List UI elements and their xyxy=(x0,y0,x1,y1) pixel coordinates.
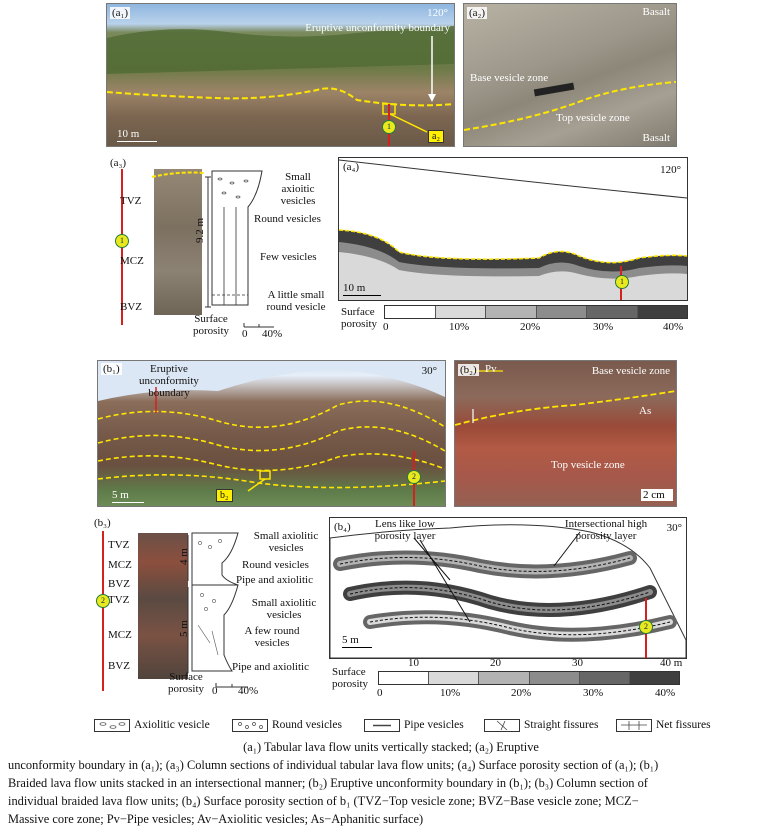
photo-b1 xyxy=(97,360,446,507)
site-badge-a1: 1 xyxy=(382,120,396,134)
aphanitic-label: As xyxy=(639,405,652,417)
porosity-tick-b4-40: 40% xyxy=(655,687,676,699)
note-b3-4: A few round vesicles xyxy=(244,625,300,649)
panel-a3 xyxy=(108,155,333,340)
zone-label-b3-2: BVZ xyxy=(108,578,130,590)
axiolitic-vesicle-icon xyxy=(94,719,130,732)
base-vesicle-label-b2: Base vesicle zone xyxy=(591,365,670,377)
boundary-label-a1: Eruptive unconformity boundary xyxy=(305,22,450,34)
note-b3-0: Small axiolitic vesicles xyxy=(253,530,319,554)
link-label-a2: a₂ xyxy=(428,130,444,143)
note-a3-1: Round vesicles xyxy=(254,213,321,225)
caption-line-3: Braided lava flow units stacked in an intersectional manner; (b₂) Eruptive unconformity boundary in (b₁); (b₃) Column section of xyxy=(8,776,648,790)
zone-label-mcz: MCZ xyxy=(120,255,144,267)
distance-tick-40: 40 m xyxy=(660,657,683,669)
low-porosity-layer-label: Lens like low porosity layer xyxy=(374,518,436,542)
porosity-tick-a4-10: 10% xyxy=(449,321,470,333)
zone-label-tvz: TVZ xyxy=(120,195,142,207)
thickness-b3-upper: 4 m xyxy=(178,548,190,565)
porosity-tick-b4-10: 10% xyxy=(440,687,461,699)
axis-b3-0: 0 xyxy=(212,685,218,697)
panel-tag-b3: (b₃) xyxy=(94,517,111,529)
pipe-vesicle-icon xyxy=(364,719,400,732)
caption-line-1: (a₁) Tabular lava flow units vertically stacked; (a₂) Eruptive xyxy=(243,740,539,754)
legend-net-fissures: Net fissures xyxy=(616,719,711,732)
porosity-tick-b4-0: 0 xyxy=(377,687,383,699)
zone-label-b3-0: TVZ xyxy=(108,539,130,551)
b1-boundary-lines xyxy=(98,401,445,487)
top-vesicle-label-a2: Top vesicle zone xyxy=(556,112,630,124)
note-b3-3: Small axiolitic vesicles xyxy=(251,597,317,621)
photo-a1 xyxy=(106,3,455,147)
porosity-tick-a4-40: 40% xyxy=(663,321,684,333)
link-label-b2: b₂ xyxy=(216,489,233,502)
a4-section-drawing xyxy=(339,158,687,300)
note-b3-1: Round vesicles xyxy=(242,559,309,571)
scale-bar-b4: 5 m xyxy=(342,634,372,646)
panel-tag-b2: (b₂) xyxy=(460,364,477,376)
legend-axiolitic: Axiolitic vesicle xyxy=(94,719,210,732)
porosity-scale-b4 xyxy=(378,671,680,685)
porosity-label-b4: Surface porosity xyxy=(332,666,369,690)
site-badge-b4: 2 xyxy=(639,620,653,634)
axis-a3-40: 40% xyxy=(262,328,283,340)
panel-tag-a1: (a₁) xyxy=(112,7,129,19)
panel-tag-b1: (b₁) xyxy=(103,363,120,375)
boundary-label-b1: Eruptive unconformity boundary xyxy=(139,363,199,399)
porosity-scale-a4 xyxy=(384,305,688,319)
legend-round: Round vesicles xyxy=(232,719,342,732)
distance-tick-20: 20 xyxy=(490,657,501,669)
site-badge-a4: 1 xyxy=(615,275,629,289)
panel-tag-b4: (b₄) xyxy=(334,521,351,533)
orientation-b4: 30° xyxy=(666,522,682,534)
legend-straight-fissures: Straight fissures xyxy=(484,719,598,732)
distance-tick-10: 10 xyxy=(408,657,419,669)
zone-label-b3-5: BVZ xyxy=(108,660,130,672)
panel-b4 xyxy=(329,517,687,659)
scale-bar-a4: 10 m xyxy=(343,282,381,294)
panel-b3 xyxy=(92,515,328,700)
top-vesicle-label-b2: Top vesicle zone xyxy=(551,459,625,471)
legend-pipe: Pipe vesicles xyxy=(364,719,464,732)
site-badge-b1: 2 xyxy=(407,470,421,484)
net-fissure-icon xyxy=(616,719,652,732)
panel-tag-a2: (a₂) xyxy=(469,7,486,19)
basalt-bottom-label: Basalt xyxy=(642,132,670,144)
a1-boundary-line xyxy=(107,88,454,105)
symbol-legend xyxy=(94,719,734,737)
photo-a2 xyxy=(463,3,677,147)
straight-fissure-icon xyxy=(484,719,520,732)
high-porosity-layer-label: Intersectional high porosity layer xyxy=(564,518,648,542)
note-a3-0: Small axioitic vesicles xyxy=(280,171,316,207)
scale-bar-b1: 5 m xyxy=(112,489,144,501)
zone-label-bvz: BVZ xyxy=(120,301,142,313)
note-a3-2: Few vesicles xyxy=(260,251,317,263)
basalt-top-label: Basalt xyxy=(642,6,670,18)
note-b3-5: Pipe and axiolitic xyxy=(232,661,309,673)
base-vesicle-label-a2: Base vesicle zone xyxy=(470,72,549,84)
note-a3-3: A little small round vesicle xyxy=(266,289,326,313)
panel-a4 xyxy=(338,157,688,301)
photo-b2-drawing xyxy=(455,361,676,506)
scale-bar-b2: 2 cm xyxy=(641,489,673,501)
zone-label-b3-3: TVZ xyxy=(108,594,130,606)
caption-line-4: individual braided lava flow units; (b₄) Surface porosity section of b₁ (TVZ−Top vesicle zone; BVZ−Base vesicle zone; MCZ− xyxy=(8,794,639,808)
round-vesicle-icon xyxy=(232,719,268,732)
caption-line-5: Massive core zone; Pv−Pipe vesicles; Av−Axiolitic vesicles; As−Aphanitic surface) xyxy=(8,812,424,826)
distance-tick-30: 30 xyxy=(572,657,583,669)
orientation-a4: 120° xyxy=(660,164,681,176)
panel-tag-a4: (a₄) xyxy=(343,161,360,173)
porosity-tick-a4-0: 0 xyxy=(383,321,389,333)
porosity-tick-b4-30: 30% xyxy=(583,687,604,699)
site-badge-b3: 2 xyxy=(96,594,110,608)
pipe-vesicles-label: Pv xyxy=(485,363,497,375)
site-badge-a3: 1 xyxy=(115,234,129,248)
panel-tag-a3: (a₃) xyxy=(110,157,127,169)
porosity-tick-a4-30: 30% xyxy=(593,321,614,333)
caption-line-2: unconformity boundary in (a₁); (a₃) Column sections of individual tabular lava flow units; (a₄) Surface porosity section of (a₁); (b₁) xyxy=(8,758,659,772)
porosity-label-b3: Surface porosity xyxy=(167,671,205,695)
porosity-tick-b4-20: 20% xyxy=(511,687,532,699)
axis-a3-0: 0 xyxy=(242,328,248,340)
zone-label-b3-4: MCZ xyxy=(108,629,132,641)
porosity-label-a3: Surface porosity xyxy=(192,313,230,337)
note-b3-2: Pipe and axiolitic xyxy=(236,574,313,586)
photo-b2 xyxy=(454,360,677,507)
thickness-b3-lower: 5 m xyxy=(178,620,190,637)
porosity-tick-a4-20: 20% xyxy=(520,321,541,333)
porosity-label-a4: Surface porosity xyxy=(341,306,378,330)
scale-bar-a1: 10 m xyxy=(117,128,157,140)
axis-b3-40: 40% xyxy=(238,685,259,697)
orientation-a1: 120° xyxy=(427,7,448,19)
thickness-a3: 9.2 m xyxy=(194,217,206,243)
zone-label-b3-1: MCZ xyxy=(108,559,132,571)
orientation-b1: 30° xyxy=(421,365,437,377)
